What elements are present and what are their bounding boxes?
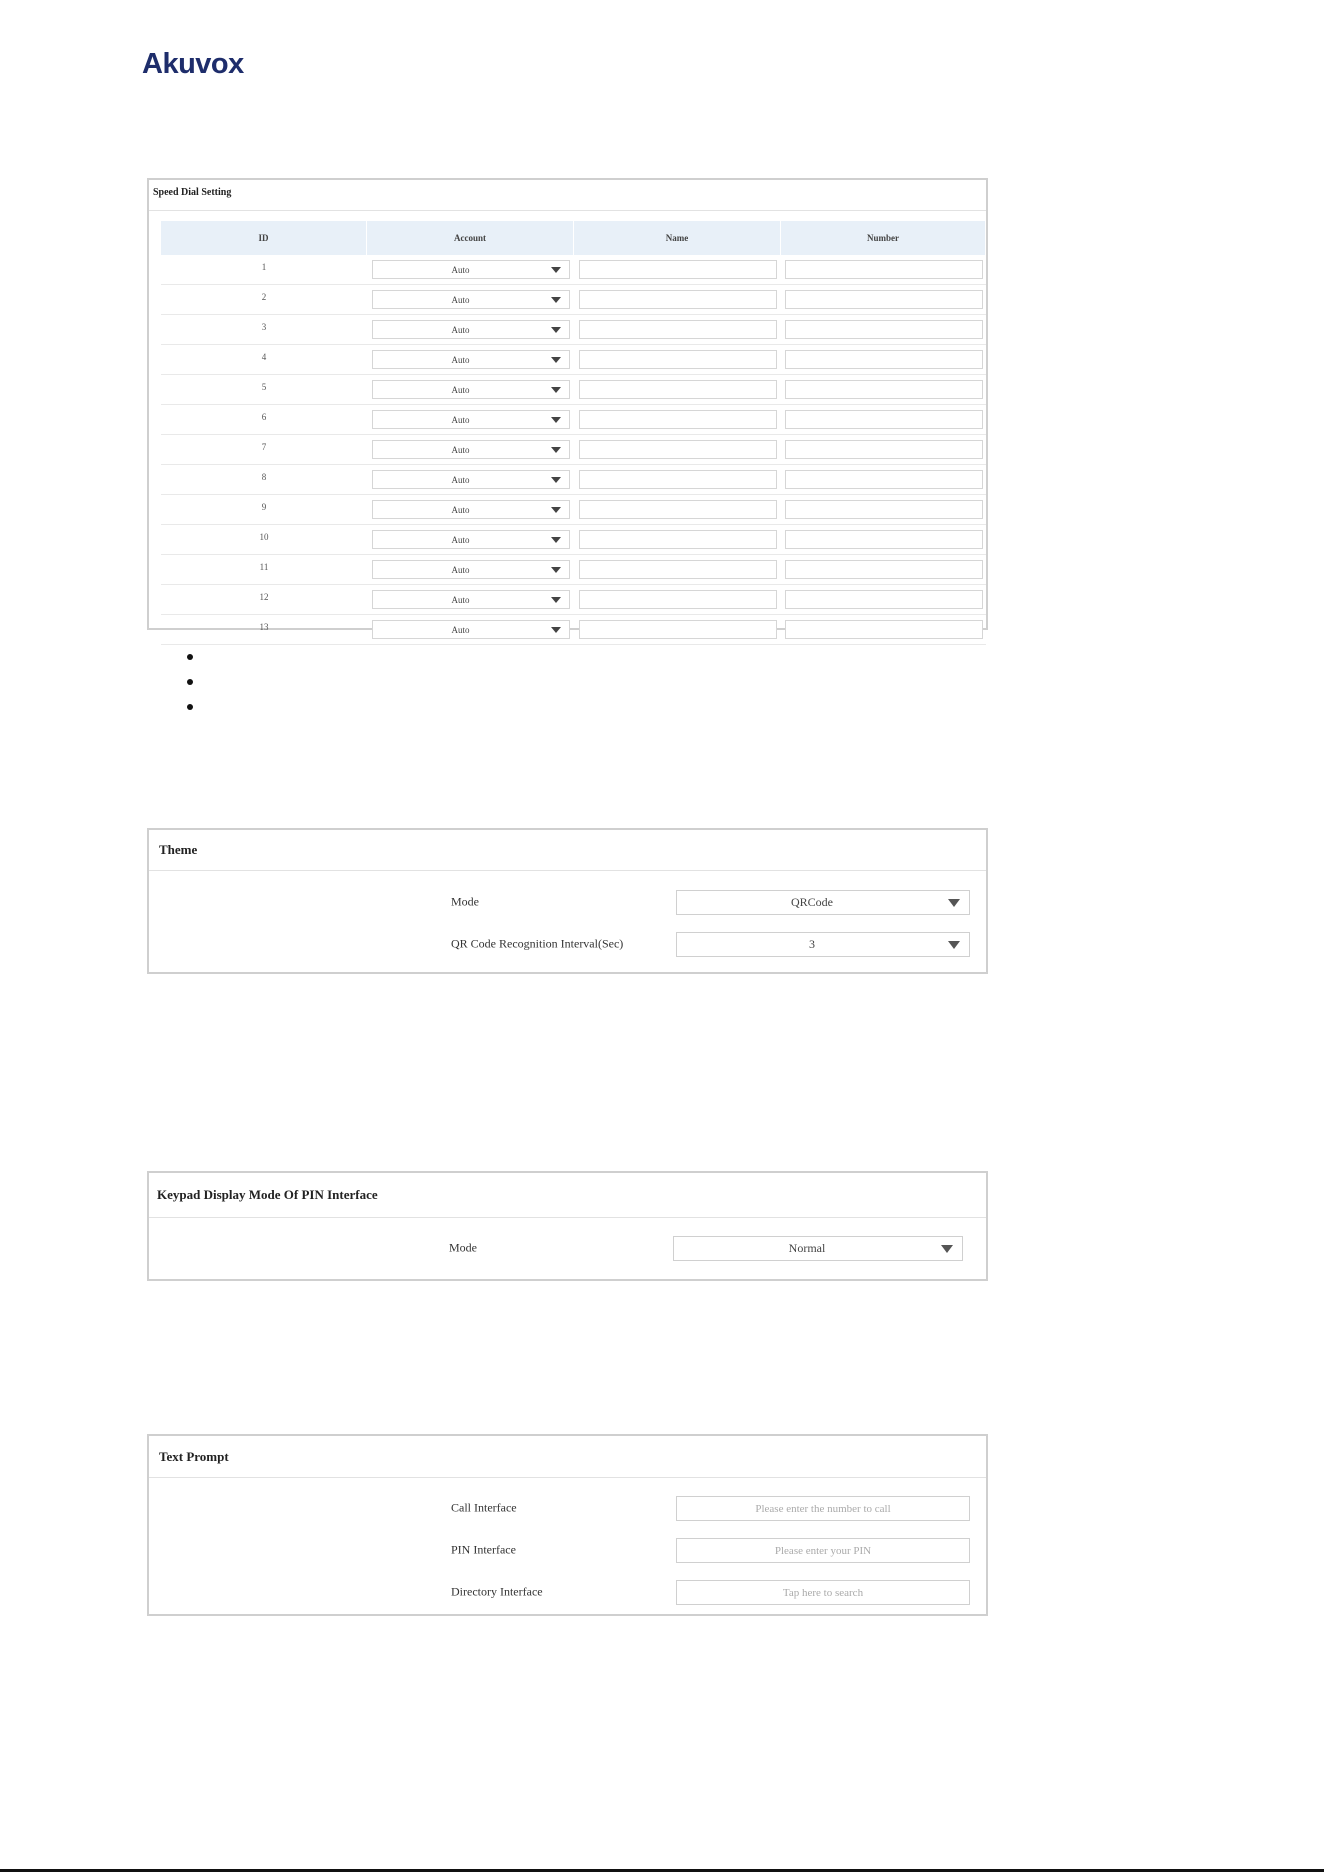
pin-interface-input[interactable] (676, 1538, 970, 1563)
name-input[interactable] (579, 620, 777, 639)
row-id (161, 375, 367, 404)
account-select[interactable] (372, 410, 570, 429)
speed-dial-table (161, 221, 986, 645)
account-select-value: Auto (451, 354, 470, 365)
directory-interface-label: Directory Interface (451, 1584, 543, 1599)
qr-interval-value: 3 (809, 937, 815, 951)
account-select-value: Auto (451, 594, 470, 605)
number-input[interactable] (785, 380, 983, 399)
call-interface-placeholder: Please enter the number to call (755, 1502, 891, 1515)
row-id-text: 3 (261, 322, 267, 332)
account-select[interactable] (372, 530, 570, 549)
pin-interface-label: PIN Interface (451, 1542, 516, 1557)
column-header-account: Account (367, 221, 574, 255)
account-select-value: Auto (451, 474, 470, 485)
keypad-mode-select[interactable] (673, 1236, 963, 1261)
row-id (161, 285, 367, 314)
row-id-text: 12 (259, 592, 269, 602)
number-input[interactable] (785, 530, 983, 549)
account-select-value: Auto (451, 564, 470, 575)
account-select[interactable] (372, 470, 570, 489)
row-id-text: 6 (261, 412, 267, 422)
number-input[interactable] (785, 350, 983, 369)
row-id (161, 345, 367, 374)
number-input[interactable] (785, 560, 983, 579)
number-input[interactable] (785, 470, 983, 489)
name-input[interactable] (579, 590, 777, 609)
pin-interface-placeholder: Please enter your PIN (774, 1544, 872, 1557)
chevron-down-icon (551, 507, 561, 513)
row-id-text: 8 (261, 472, 267, 482)
account-select-value: Auto (451, 384, 470, 395)
account-select[interactable] (372, 380, 570, 399)
row-id-text: 5 (261, 382, 267, 392)
number-input[interactable] (785, 320, 983, 339)
row-id-text: 13 (259, 622, 269, 632)
account-select[interactable] (372, 260, 570, 279)
text-prompt-title: Text Prompt (149, 1436, 986, 1478)
table-row (161, 555, 986, 585)
theme-panel (147, 828, 988, 974)
account-select-value: Auto (451, 414, 470, 425)
row-id (161, 525, 367, 554)
keypad-display-title: Keypad Display Mode Of PIN Interface (149, 1173, 986, 1218)
directory-interface-placeholder: Tap here to search (782, 1586, 864, 1599)
chevron-down-icon (551, 447, 561, 453)
row-id (161, 615, 367, 644)
bullet-dot (187, 679, 193, 685)
chevron-down-icon (551, 627, 561, 633)
row-id (161, 585, 367, 614)
row-id-text: 11 (259, 562, 269, 572)
qr-interval-select[interactable] (676, 932, 970, 957)
account-select-value: Auto (451, 444, 470, 455)
table-row (161, 585, 986, 615)
account-select-value: Auto (451, 264, 470, 275)
name-input[interactable] (579, 530, 777, 549)
account-select-value: Auto (451, 504, 470, 515)
keypad-mode-label: Mode (449, 1240, 477, 1255)
table-row (161, 435, 986, 465)
table-row (161, 615, 986, 645)
keypad-mode-value: Normal (788, 1241, 826, 1255)
row-id (161, 315, 367, 344)
row-id-text: 2 (261, 292, 267, 302)
account-select[interactable] (372, 590, 570, 609)
table-row (161, 375, 986, 405)
call-interface-input[interactable] (676, 1496, 970, 1521)
name-input[interactable] (579, 350, 777, 369)
chevron-down-icon (551, 567, 561, 573)
chevron-down-icon (551, 267, 561, 273)
column-header-number: Number (781, 221, 986, 255)
bullet-dot (187, 704, 193, 710)
qr-interval-label: QR Code Recognition Interval(Sec) (451, 936, 624, 951)
chevron-down-icon (948, 941, 960, 949)
account-select[interactable] (372, 620, 570, 639)
number-input[interactable] (785, 440, 983, 459)
row-id (161, 555, 367, 584)
speed-dial-body (161, 255, 986, 645)
name-input[interactable] (579, 410, 777, 429)
akuvox-logo: Akuvox (142, 48, 244, 80)
row-id (161, 255, 367, 284)
number-input[interactable] (785, 260, 983, 279)
chevron-down-icon (551, 327, 561, 333)
row-id (161, 495, 367, 524)
name-input[interactable] (579, 380, 777, 399)
name-input[interactable] (579, 470, 777, 489)
theme-mode-value: QRCode (791, 895, 833, 909)
chevron-down-icon (941, 1245, 953, 1253)
speed-dial-panel (147, 178, 988, 635)
chevron-down-icon (948, 899, 960, 907)
row-id (161, 435, 367, 464)
table-row (161, 465, 986, 495)
name-input[interactable] (579, 560, 777, 579)
name-input[interactable] (579, 320, 777, 339)
table-row (161, 405, 986, 435)
chevron-down-icon (551, 357, 561, 363)
row-id-text: 10 (259, 532, 269, 542)
name-input[interactable] (579, 260, 777, 279)
row-id-text: 9 (261, 502, 267, 512)
chevron-down-icon (551, 387, 561, 393)
account-select[interactable] (372, 440, 570, 459)
account-select[interactable] (372, 320, 570, 339)
table-row (161, 315, 986, 345)
account-select[interactable] (372, 500, 570, 519)
row-id (161, 465, 367, 494)
text-prompt-panel (147, 1434, 988, 1616)
theme-title: Theme (149, 830, 986, 871)
name-input[interactable] (579, 500, 777, 519)
number-input[interactable] (785, 500, 983, 519)
keypad-display-panel (147, 1171, 988, 1281)
row-id (161, 405, 367, 434)
column-header-id: ID (161, 221, 367, 255)
table-row (161, 345, 986, 375)
number-input[interactable] (785, 410, 983, 429)
row-id-text: 1 (261, 262, 267, 272)
bullet-dot (187, 654, 193, 660)
account-select-value: Auto (451, 534, 470, 545)
number-input[interactable] (785, 290, 983, 309)
account-select[interactable] (372, 290, 570, 309)
directory-interface-input[interactable] (676, 1580, 970, 1605)
table-row (161, 495, 986, 525)
theme-mode-select[interactable] (676, 890, 970, 915)
account-select[interactable] (372, 350, 570, 369)
row-id-text: 7 (261, 442, 267, 452)
theme-mode-label: Mode (451, 894, 479, 909)
table-row (161, 285, 986, 315)
speed-dial-header (161, 221, 986, 255)
column-header-name: Name (574, 221, 781, 255)
table-row (161, 255, 986, 285)
speed-dial-title: Speed Dial Setting (149, 180, 986, 211)
row-id-text: 4 (261, 352, 267, 362)
name-input[interactable] (579, 440, 777, 459)
call-interface-label: Call Interface (451, 1500, 517, 1515)
chevron-down-icon (551, 297, 561, 303)
chevron-down-icon (551, 417, 561, 423)
account-select-value: Auto (451, 324, 470, 335)
chevron-down-icon (551, 537, 561, 543)
chevron-down-icon (551, 477, 561, 483)
number-input[interactable] (785, 590, 983, 609)
table-row (161, 525, 986, 555)
account-select-value: Auto (451, 294, 470, 305)
name-input[interactable] (579, 290, 777, 309)
number-input[interactable] (785, 620, 983, 639)
account-select-value: Auto (451, 624, 470, 635)
chevron-down-icon (551, 597, 561, 603)
account-select[interactable] (372, 560, 570, 579)
